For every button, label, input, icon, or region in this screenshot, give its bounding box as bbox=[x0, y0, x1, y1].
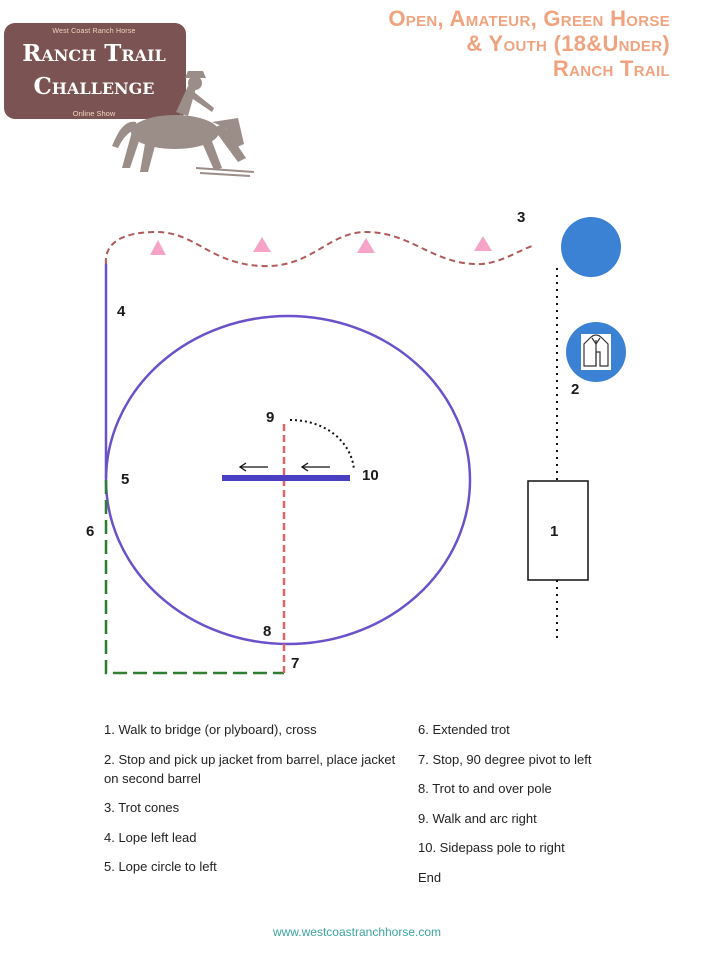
step-item: 1. Walk to bridge (or plyboard), cross bbox=[104, 722, 317, 737]
marker-label-4: 4 bbox=[117, 303, 126, 320]
marker-label-5: 5 bbox=[121, 471, 130, 488]
cone-marker bbox=[474, 236, 492, 251]
step-item: 7. Stop, 90 degree pivot to left bbox=[418, 751, 592, 767]
header-title-line-3: Ranch Trail bbox=[552, 56, 670, 81]
marker-label-7: 7 bbox=[291, 655, 300, 672]
step-item: 9. Walk and arc right bbox=[418, 810, 537, 826]
barrel bbox=[561, 217, 621, 277]
logo-org-name: West Coast Ranch Horse bbox=[52, 28, 136, 35]
marker-label-9: 9 bbox=[266, 409, 275, 426]
step-item: 8. Trot to and over pole bbox=[418, 781, 552, 796]
marker-label-10: 10 bbox=[362, 467, 379, 484]
logo-subtitle: Online Show bbox=[72, 109, 116, 118]
cone-marker bbox=[357, 238, 375, 253]
step-item: 4. Lope left lead bbox=[104, 829, 197, 845]
cone-weave-path bbox=[106, 232, 532, 266]
left-arrow-icon bbox=[302, 463, 330, 471]
cone-marker bbox=[253, 237, 271, 252]
logo-title-line-1: Ranch Trail bbox=[22, 40, 166, 67]
steps-list-right bbox=[418, 720, 678, 897]
jacket-barrel bbox=[566, 322, 626, 382]
header-title-line-2: & Youth (18&Under) bbox=[466, 31, 670, 56]
marker-label-3: 3 bbox=[517, 209, 526, 226]
steps-list-left bbox=[104, 720, 404, 887]
logo-title-line-2: Challenge bbox=[33, 73, 155, 100]
step-item: 3. Trot cones bbox=[104, 800, 180, 815]
walk-arc-path bbox=[290, 420, 354, 470]
extended-trot-path bbox=[106, 480, 284, 673]
header-title-line-1: Open, Amateur, Green Horse bbox=[388, 6, 670, 31]
step-item: 2. Stop and pick up jacket from barrel, place jacket on second barrel bbox=[104, 751, 396, 786]
step-item: End bbox=[418, 869, 442, 885]
step-item: 10. Sidepass pole to right bbox=[418, 840, 565, 855]
step-item: 6. Extended trot bbox=[418, 722, 510, 737]
step-item: 5. Lope circle to left bbox=[104, 859, 217, 874]
marker-label-2: 2 bbox=[571, 381, 580, 398]
website-link[interactable]: www.westcoastranchhorse.com bbox=[272, 925, 442, 939]
marker-label-8: 8 bbox=[263, 623, 272, 640]
marker-label-1: 1 bbox=[550, 523, 559, 540]
marker-label-6: 6 bbox=[86, 523, 95, 540]
cone-marker bbox=[150, 240, 166, 255]
left-arrow-icon bbox=[240, 463, 268, 471]
